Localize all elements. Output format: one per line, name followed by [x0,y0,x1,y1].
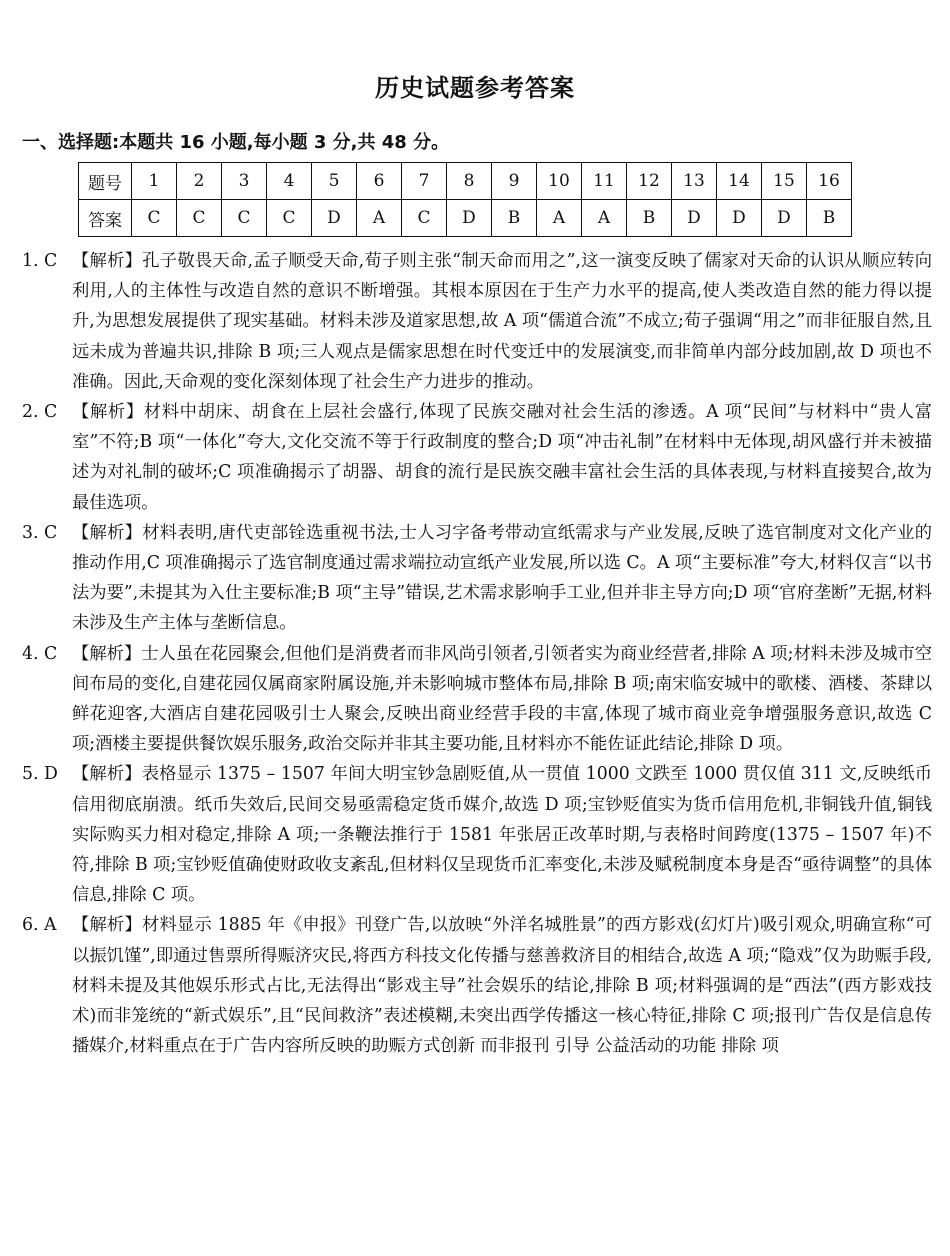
item-explanation-text: 【解析】材料显示 1885 年《申报》刊登广告,以放映“外洋名城胜景”的西方影戏(幻灯片)吸引观众,明确宣称“可以振饥馑”,即通过售票所得赈济灾民,将西方科技文化传播与慈善救济目的相结合,故选 A 项;“隐戏”仅为助赈手段,材料未提及其他娱乐形式占比,无法得出“影戏主导”社会娱乐的结论,排除 B 项;材料强调的是“西法”(西方影戏技术)而非笼统的“新式娱乐”,且“民间救济”表述模糊,未突出西学传播这一核心特征,排除 C 项;报刊广告仅是信息传播媒介,材料重点在于广告内容所反映的助赈方式创新 而非报刊 引导 公益活动的功能 排除 项 [72,915,932,1057]
answer-cell: D [672,200,717,237]
answer-row [79,200,852,237]
answer-cell: C [132,200,177,237]
answer-cell: A [357,200,402,237]
answer-table [78,162,852,237]
answer-cell: A [582,200,627,237]
item-explanation-text: 【解析】孔子敬畏天命,孟子顺受天命,荀子则主张“制天命而用之”,这一演变反映了儒家对天命的认识从顺应转向利用,人的主体性与改造自然的意识不断增强。其根本原因在于生产力水平的提高,使人类改造自然的能力得以提升,为思想发展提供了现实基础。材料未涉及道家思想,故 A 项“儒道合流”不成立;荀子强调“用之”而非征服自然,且远未成为普遍共识,排除 B 项;三人观点是儒家思想在时代变迁中的发展演变,而非简单内部分歧加剧,故 D 项也不准确。因此,天命观的变化深刻体现了社会生产力进步的推动。 [72,251,932,392]
item-explanation-text: 【解析】表格显示 1375 – 1507 年间大明宝钞急剧贬值,从一贯值 1000 文跌至 1000 贯仅值 311 文,反映纸币信用彻底崩溃。纸币失效后,民间交易亟需稳定货币媒介,故选 D 项;宝钞贬值实为货币信用危机,非铜钱升值,铜钱实际购买力相对稳定,排除 A 项;一条鞭法推行于 1581 年张居正改革时期,与表格时间跨度(1375 – 1507 年)不符,排除 B 项;宝钞贬值确使财政收支紊乱,但材料仅呈现货币汇率变化,未涉及赋税制度本身是否“亟待调整”的具体信息,排除 C 项。 [72,764,932,906]
item-number: 6. A [22,915,57,936]
item-number: 3. C [22,522,58,543]
question-number-cell: 14 [717,163,762,200]
explanation-item [22,397,932,518]
answer-cell: B [492,200,537,237]
answer-cell: C [222,200,267,237]
answer-cell: D [762,200,807,237]
explanation-item [22,518,932,639]
explanation-item [22,759,932,910]
explanation-item [22,246,932,397]
explanation-item [22,910,932,1061]
question-number-cell: 16 [807,163,852,200]
question-number-cell: 5 [312,163,357,200]
explanation-item [22,639,932,760]
question-number-cell: 13 [672,163,717,200]
question-number-row [79,163,852,200]
page-title: 历史试题参考答案 [375,74,575,102]
answer-cell: B [807,200,852,237]
answer-cell: A [537,200,582,237]
item-number: 2. C [22,402,58,423]
question-number-cell: 15 [762,163,807,200]
question-number-cell: 2 [177,163,222,200]
row-header-answer: 答案 [79,200,132,237]
item-number: 5. D [22,764,58,785]
explanation-list [22,246,932,1061]
answer-cell: B [627,200,672,237]
question-number-cell: 12 [627,163,672,200]
row-header-question: 题号 [79,163,132,200]
item-number: 1. C [22,251,58,271]
answer-cell: C [177,200,222,237]
item-explanation-text: 【解析】士人虽在花园聚会,但他们是消费者而非风尚引领者,引领者实为商业经营者,排除 A 项;材料未涉及城市空间布局的变化,自建花园仅属商家附属设施,并未影响城市整体布局,排除 B 项;南宋临安城中的歌楼、酒楼、茶肆以鲜花迎客,大酒店自建花园吸引士人聚会,反映出商业经营手段的丰富,体现了城市商业竞争增强服务意识,故选 C 项;酒楼主要提供餐饮娱乐服务,政治交际并非其主要功能,且材料亦不能佐证此结论,排除 D 项。 [72,643,932,755]
answer-cell: C [267,200,312,237]
question-number-cell: 3 [222,163,267,200]
item-explanation-text: 【解析】材料中胡床、胡食在上层社会盛行,体现了民族交融对社会生活的渗透。A 项“民间”与材料中“贵人富室”不符;B 项“一体化”夸大,文化交流不等于行政制度的整合;D 项“冲击礼制”在材料中无体现,胡风盛行并未被描述为对礼制的破坏;C 项准确揭示了胡器、胡食的流行是民族交融丰富社会生活的具体表现,与材料直接契合,故为最佳选项。 [72,402,932,513]
answer-cell: D [447,200,492,237]
item-explanation-text: 【解析】材料表明,唐代吏部铨选重视书法,士人习字备考带动宣纸需求与产业发展,反映了选官制度对文化产业的推动作用,C 项准确揭示了选官制度通过需求端拉动宣纸产业发展,所以选 C。A 项“主要标准”夸大,材料仅言“以书法为要”,未提其为入仕主要标准;B 项“主导”错误,艺术需求影响手工业,但并非主导方向;D 项“官府垄断”无据,材料未涉及生产主体与垄断信息。 [72,522,932,634]
answer-cell: D [312,200,357,237]
question-number-cell: 8 [447,163,492,200]
question-number-cell: 4 [267,163,312,200]
question-number-cell: 6 [357,163,402,200]
question-number-cell: 10 [537,163,582,200]
question-number-cell: 7 [402,163,447,200]
answer-cell: D [717,200,762,237]
answer-cell: C [402,200,447,237]
item-number: 4. C [22,643,58,664]
question-number-cell: 1 [132,163,177,200]
question-number-cell: 9 [492,163,537,200]
section-heading: 一、选择题:本题共 16 小题,每小题 3 分,共 48 分。 [22,132,450,153]
question-number-cell: 11 [582,163,627,200]
